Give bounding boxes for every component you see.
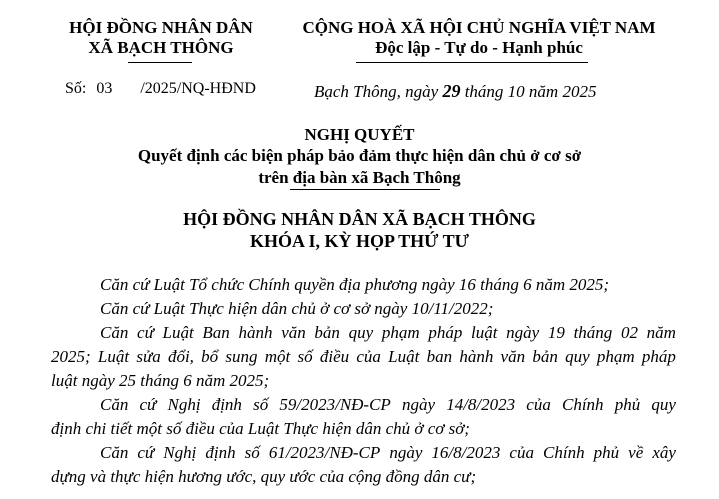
basis-decree-61-line2: dựng và thực hiện hương ước, quy ước của cộng đồng dân cư; <box>51 467 477 486</box>
basis-legal-documents-law-line2: 2025; Luật sửa đổi, bổ sung một số điều của Luật ban hành văn bản quy phạm pháp <box>51 347 676 366</box>
place-date-prefix: Bạch Thông, ngày <box>314 82 443 101</box>
document-number <box>65 80 256 98</box>
org-underline <box>128 62 192 63</box>
doc-number-value: 03 <box>96 80 113 97</box>
basis-legal-documents-law-line3: luật ngày 25 tháng 6 năm 2025; <box>51 371 270 390</box>
motto-underline <box>356 62 588 63</box>
doc-number-suffix: /2025/NQ-HĐND <box>140 80 256 97</box>
basis-decree-59-line2: định chi tiết một số điều của Luật Thực hiện dân chủ ở cơ sở; <box>51 419 470 438</box>
place-date-day: 29 <box>442 81 461 101</box>
basis-legal-documents-law-line1: Căn cứ Luật Ban hành văn bản quy phạm pháp luật ngày 19 tháng 02 năm <box>100 323 676 342</box>
basis-decree-59-line1: Căn cứ Nghị định số 59/2023/NĐ-CP ngày 14/8/2023 của Chính phủ quy <box>100 395 676 414</box>
basis-decree-61-line1: Căn cứ Nghị định số 61/2023/NĐ-CP ngày 16/8/2023 của Chính phủ về xây <box>100 443 676 462</box>
basis-grassroots-democracy-law: Căn cứ Luật Thực hiện dân chủ ở cơ sở ngày 10/11/2022; <box>100 299 494 318</box>
national-motto: Độc lập - Tự do - Hạnh phúc <box>375 38 583 57</box>
legal-bases <box>51 273 676 489</box>
place-date <box>314 81 596 102</box>
issuing-body: HỘI ĐỒNG NHÂN DÂN <box>69 18 253 37</box>
issuing-commune: XÃ BẠCH THÔNG <box>88 38 234 57</box>
basis-local-government-law: Căn cứ Luật Tổ chức Chính quyền địa phương ngày 16 tháng 6 năm 2025; <box>100 275 610 294</box>
doc-number-prefix: Số: <box>65 80 87 97</box>
subject-underline <box>290 189 440 190</box>
authority-session: KHÓA I, KỲ HỌP THỨ TƯ <box>249 231 470 251</box>
national-title: CỘNG HOÀ XÃ HỘI CHỦ NGHĨA VIỆT NAM <box>302 18 656 37</box>
place-date-suffix: tháng 10 năm 2025 <box>460 82 597 101</box>
authority-name: HỘI ĐỒNG NHÂN DÂN XÃ BẠCH THÔNG <box>183 209 536 229</box>
document-subject-line1: Quyết định các biện pháp bảo đảm thực hiện dân chủ ở cơ sở <box>137 146 582 165</box>
document-type: NGHỊ QUYẾT <box>304 125 415 144</box>
document-subject-line2: trên địa bàn xã Bạch Thông <box>258 168 461 187</box>
